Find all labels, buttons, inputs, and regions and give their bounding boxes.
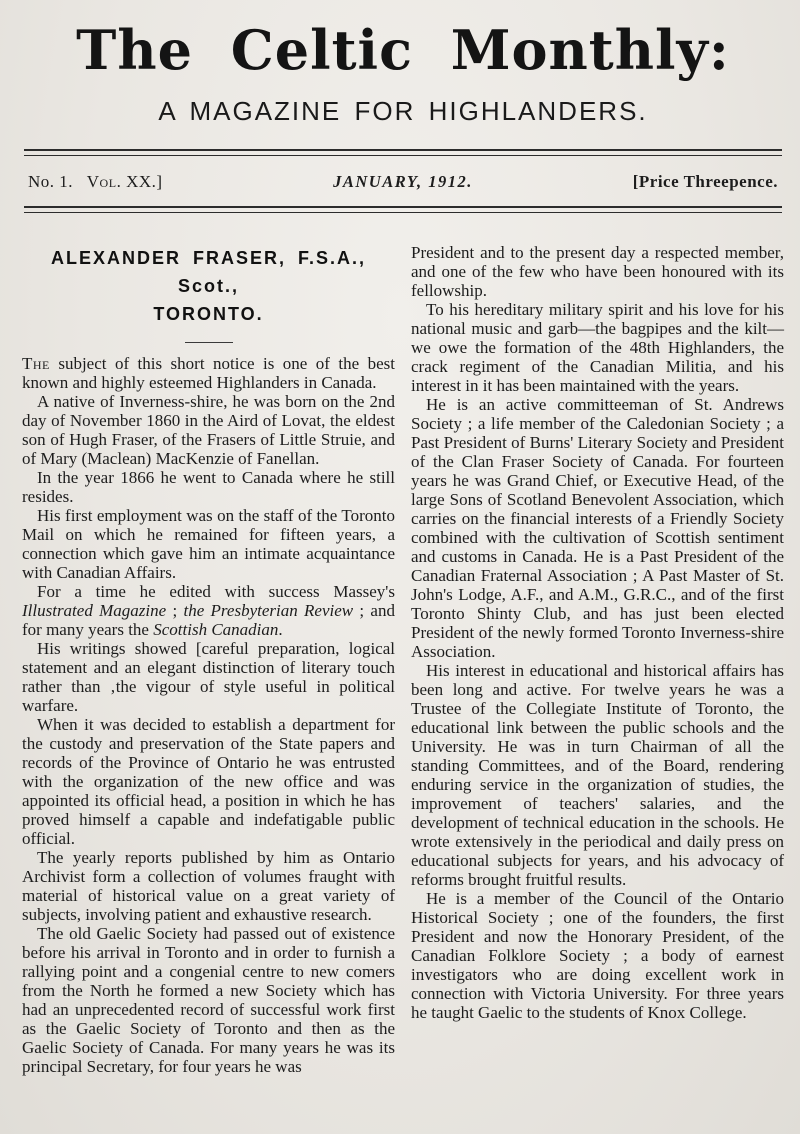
text-segment: President and to the present day a respected member, and one of the few who have been honoured with its fellowship. xyxy=(411,243,784,300)
text-segment: A native of Inverness-shire, he was born on the 2nd day of November 1860 in the Aird of Lovat, the eldest son of Hugh Fraser, of the Frasers of Little Struie, and of Mary (Maclean) MacKenzie of Fanellan. xyxy=(22,391,395,468)
paragraph xyxy=(22,392,395,468)
paragraph xyxy=(22,639,395,715)
text-segment: . XX.] xyxy=(116,172,163,191)
text-segment: Illustrated Magazine xyxy=(22,600,167,620)
right-column-text xyxy=(411,243,784,1022)
paragraph xyxy=(411,243,784,300)
paragraph xyxy=(411,661,784,889)
masthead xyxy=(22,18,784,127)
article-heading xyxy=(22,245,395,329)
top-double-rule xyxy=(24,149,782,156)
paragraph xyxy=(22,506,395,582)
text-segment: To his hereditary military spirit and his love for his national music and garb—the bagpipes and the kilt—we owe the formation of the 48th Highlanders, the crack regiment of the Canadian Militia, and his interest in it has been maintained with the years. xyxy=(411,300,784,395)
paragraph xyxy=(411,300,784,395)
text-segment: No. 1. xyxy=(28,172,87,191)
text-segment: He is a member of the Council of the Ontario Historical Society ; one of the founders, the first President and now the Honorary President, of the Canadian Folklore Society ; a body of earnest investigators who are doing excellent work in connection with Victoria University. For three years he taught Gaelic to the students of Knox College. xyxy=(411,889,784,1022)
paragraph xyxy=(22,715,395,848)
issue-date: JANUARY, 1912. xyxy=(333,172,473,191)
heading-divider xyxy=(185,342,233,343)
left-column-text xyxy=(22,354,395,1076)
text-segment: . xyxy=(278,619,283,639)
text-segment: Vol xyxy=(86,172,117,191)
text-segment: In the year 1866 he went to Canada where he still resides. xyxy=(22,467,395,506)
left-column xyxy=(22,243,395,1076)
issue-price: [Price Threepence. xyxy=(632,172,778,191)
masthead-title: The Celtic Monthly: xyxy=(76,18,730,82)
text-segment: When it was decided to establish a department for the custody and preservation of the State papers and records of the Province of Ontario he was entrusted with the organization of the new office and was appointed its official head, a position in which he has proved himself a capable and indefatigable public official. xyxy=(22,714,395,848)
paragraph xyxy=(22,848,395,924)
text-segment: The yearly reports published by him as Ontario Archivist form a collection of volumes fraught with material of historical value on a great variety of subjects, involving patient and exhaustive research. xyxy=(22,847,395,924)
text-segment: the Presbyterian Review xyxy=(183,600,354,620)
text-segment: His first employment was on the staff of the Toronto Mail on which he remained for fifteen years, a connection which gave him an intimate acquaintance with Canadian Affairs. xyxy=(22,505,395,582)
article-heading-line2: TORONTO. xyxy=(153,303,264,324)
text-segment: His writings showed [careful preparation, logical statement and an elegant distinction of literary touch rather than ‚the vigour of style useful in political warfare. xyxy=(22,638,395,715)
text-segment: ; and for many years the xyxy=(22,600,395,639)
issue-number-volume xyxy=(28,172,278,192)
paragraph xyxy=(22,468,395,506)
text-segment: The xyxy=(22,353,50,373)
text-segment: ; xyxy=(166,600,184,620)
text-segment: He is an active committeeman of St. Andrews Society ; a life member of the Caledonian Society ; a Past President of Burns' Literary Society and President of the Clan Fraser Society of Canada. For fourteen years he was Grand Chief, or Executive Head, of the large Sons of Scotland Benevolent Association, which carries on the financial interests of a Friendly Society combined with the cultivation of Scottish sentiment and customs in Canada. He is a Past President of the Canadian Fraternal Association ; A Past Master of St. John's Lodge, A.F., and A.M., G.R.C., and of the first Toronto Shinty Club, and has just been elected President of the newly formed Toronto Inverness-shire Association. xyxy=(411,395,784,661)
text-segment: His interest in educational and historical affairs has been long and active. For twelve years he was a Trustee of the Collegiate Institute of Toronto, the educational link between the public schools and the University. He was in turn Chairman of all the standing Committees, and of the Board, rendering enduring service in the organization of studies, the improvement of teachers' salaries, and the development of technical education in the schools. He wrote extensively in the periodical and daily press on educational subjects for years, and his advocacy of reforms brought fruitful results. xyxy=(411,661,784,889)
text-segment: For a time he edited with success Massey's xyxy=(37,581,395,601)
text-segment: The old Gaelic Society had passed out of existence before his arrival in Toronto and in order to furnish a rallying point and a congenial centre to new comers from the North he formed a new Society which has had an unprecedented record of successful work first as the Gaelic Society of Toronto and then as the Gaelic Society of Canada. For many years he was its principal Secretary, for four years he was xyxy=(22,923,395,1076)
paragraph xyxy=(22,582,395,639)
bottom-double-rule xyxy=(24,206,782,213)
issue-line xyxy=(28,172,778,192)
text-segment: subject of this short notice is one of the best known and highly esteemed Highlanders in Canada. xyxy=(22,353,395,392)
paragraph xyxy=(22,354,395,392)
article-heading-line1: ALEXANDER FRASER, F.S.A., Scot., xyxy=(50,248,367,296)
text-segment: Scottish Canadian xyxy=(153,619,279,639)
paragraph xyxy=(411,889,784,1022)
article-body xyxy=(22,243,784,1076)
masthead-subtitle: A MAGAZINE FOR HIGHLANDERS. xyxy=(158,96,648,126)
paragraph xyxy=(411,395,784,661)
paragraph xyxy=(22,924,395,1076)
right-column xyxy=(411,243,784,1076)
